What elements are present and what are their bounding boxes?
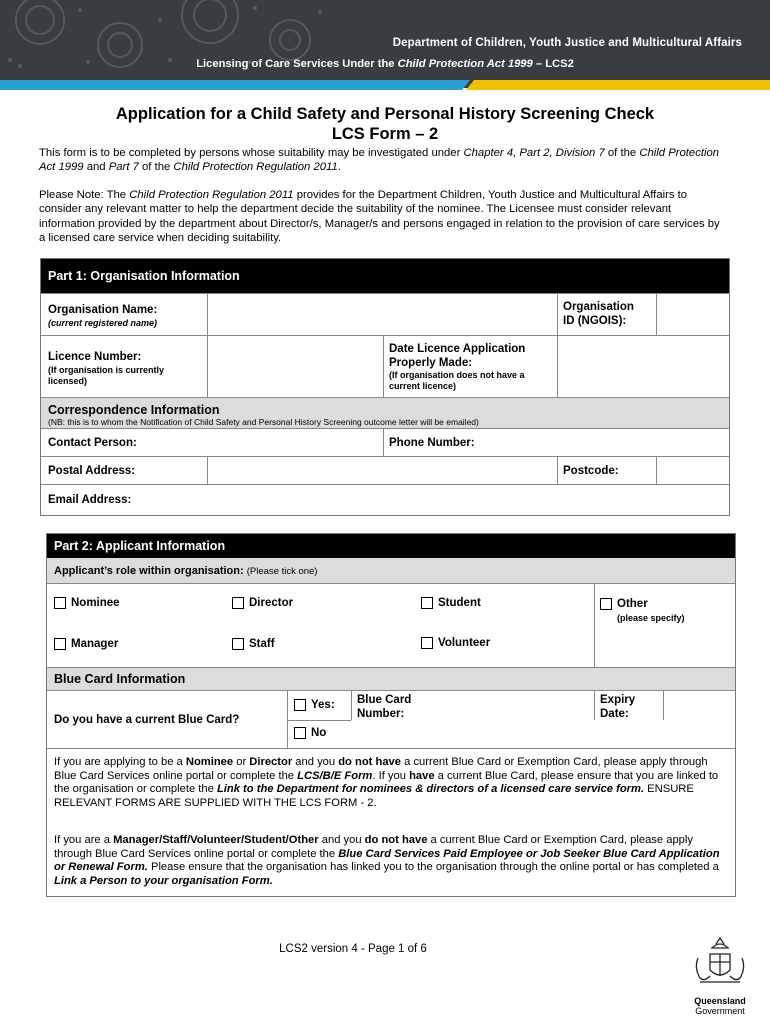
licence-number-field[interactable] [208, 336, 383, 397]
organisation-id-label: Organisation ID (NGOIS): [563, 301, 634, 327]
expiry-date-label: Expiry Date: [600, 694, 636, 720]
checkbox-icon [232, 638, 244, 650]
checkbox-icon [600, 598, 612, 610]
role-other-checkbox[interactable]: Other [600, 598, 648, 610]
page-footer: LCS2 version 4 - Page 1 of 6 [279, 943, 427, 955]
postcode-label: Postcode: [563, 465, 619, 477]
blue-card-question: Do you have a current Blue Card? [54, 714, 240, 726]
checkbox-icon [54, 597, 66, 609]
checkbox-icon [294, 699, 306, 711]
checkbox-icon [294, 727, 306, 739]
role-manager-checkbox[interactable]: Manager [54, 638, 118, 650]
other-specify-hint: (please specify) [617, 613, 685, 623]
email-address-field[interactable] [161, 485, 729, 515]
checkbox-icon [232, 597, 244, 609]
blue-card-number-label: Blue Card Number: [357, 694, 412, 720]
header-banner [0, 0, 770, 88]
organisation-id-field[interactable] [657, 294, 729, 335]
postal-address-label: Postal Address: [48, 465, 136, 477]
correspondence-note: (NB: this is to whom the Notification of Child Safety and Personal History Screening outcome letter will be emailed) [48, 417, 479, 427]
expiry-date-field[interactable] [664, 691, 735, 720]
role-label: Applicant’s role within organisation: (Please tick one) [54, 565, 318, 577]
nominee-director-instructions: If you are applying to be a Nominee or Director and you do not have a current Blue Card or Exemption Card, please apply through Blue Card Services online portal or complete the LCS/B/E Form. If you have a current Blue Card, please ensure that you are linked to the organisation or complete the Link to the Department for nominees & directors of a licensed care service form. ENSURE RELEVANT FORMS ARE SUPPLIED WITH THE LCS FORM - 2. [54, 756, 719, 809]
role-volunteer-checkbox[interactable]: Volunteer [421, 637, 490, 649]
email-address-label: Email Address: [48, 494, 132, 506]
role-nominee-checkbox[interactable]: Nominee [54, 597, 120, 609]
postcode-field[interactable] [657, 457, 729, 484]
part1-header: Part 1: Organisation Information [41, 259, 729, 293]
queensland-crest [690, 936, 750, 1016]
header-stripe [0, 80, 770, 90]
role-student-checkbox[interactable]: Student [421, 597, 481, 609]
part2-section [46, 533, 736, 897]
organisation-name-label: Organisation Name: [48, 304, 158, 316]
organisation-name-field[interactable] [208, 294, 557, 335]
postal-address-field[interactable] [208, 457, 557, 484]
date-licence-hint: (If organisation does not have a current licence) [389, 370, 525, 391]
part2-header: Part 2: Applicant Information [47, 534, 735, 558]
licensing-subtitle: Licensing of Care Services Under the Child Protection Act 1999 – LCS2 [196, 58, 574, 70]
blue-card-number-field[interactable] [427, 691, 594, 720]
staff-instructions: If you are a Manager/Staff/Volunteer/Student/Other and you do not have a current Blue Card or Exemption Card, please apply through Blue Card Services online portal or complete the Blue Card Services Paid Employee or Job Seeker Blue Card Application or Renewal Form. Please ensure that the organisation has linked you to the organisation through the online portal or has completed a Link a Person to your organisation Form. [54, 834, 720, 887]
crest-text: Queensland Government [694, 996, 746, 1016]
role-staff-checkbox[interactable]: Staff [232, 638, 275, 650]
date-licence-label: Date Licence Application Properly Made: [389, 343, 526, 369]
note-paragraph: Please Note: The Child Protection Regulation 2011 provides for the Department Children, Youth Justice and Multicultural Affairs to consider any relevant matter to help the department decide the suitability of the nominee. The Licensee must consider relevant information provided by the department about Director/s, Manager/s and persons engaged in relation to the provision of care services by a licensed care service when deciding suitability. [39, 189, 720, 245]
coat-of-arms-icon [690, 936, 750, 991]
organisation-name-hint: (current registered name) [48, 318, 158, 328]
checkbox-icon [54, 638, 66, 650]
part1-section [40, 258, 730, 516]
department-name: Department of Children, Youth Justice and Multicultural Affairs [392, 37, 742, 49]
correspondence-title: Correspondence Information [48, 403, 220, 417]
form-title: Application for a Child Safety and Personal History Screening Check LCS Form – 2 [115, 105, 655, 143]
contact-person-label: Contact Person: [48, 437, 137, 449]
date-licence-field[interactable] [558, 336, 729, 397]
role-director-checkbox[interactable]: Director [232, 597, 293, 609]
checkbox-icon [421, 637, 433, 649]
phone-number-label: Phone Number: [389, 437, 475, 449]
contact-person-field[interactable] [161, 429, 383, 456]
licence-number-hint: (If organisation is currently licensed) [48, 365, 165, 386]
licence-number-label: Licence Number: [48, 351, 142, 363]
blue-card-yes-checkbox[interactable]: Yes: [294, 699, 335, 711]
blue-card-title: Blue Card Information [54, 672, 186, 686]
phone-number-field[interactable] [491, 429, 729, 456]
checkbox-icon [421, 597, 433, 609]
blue-card-no-checkbox[interactable]: No [294, 727, 326, 739]
intro-paragraph: This form is to be completed by persons whose suitability may be investigated under Chapter 4, Part 2, Division 7 of the Child Protection Act 1999 and Part 7 of the Child Protection Regulation 2011. [39, 147, 720, 174]
